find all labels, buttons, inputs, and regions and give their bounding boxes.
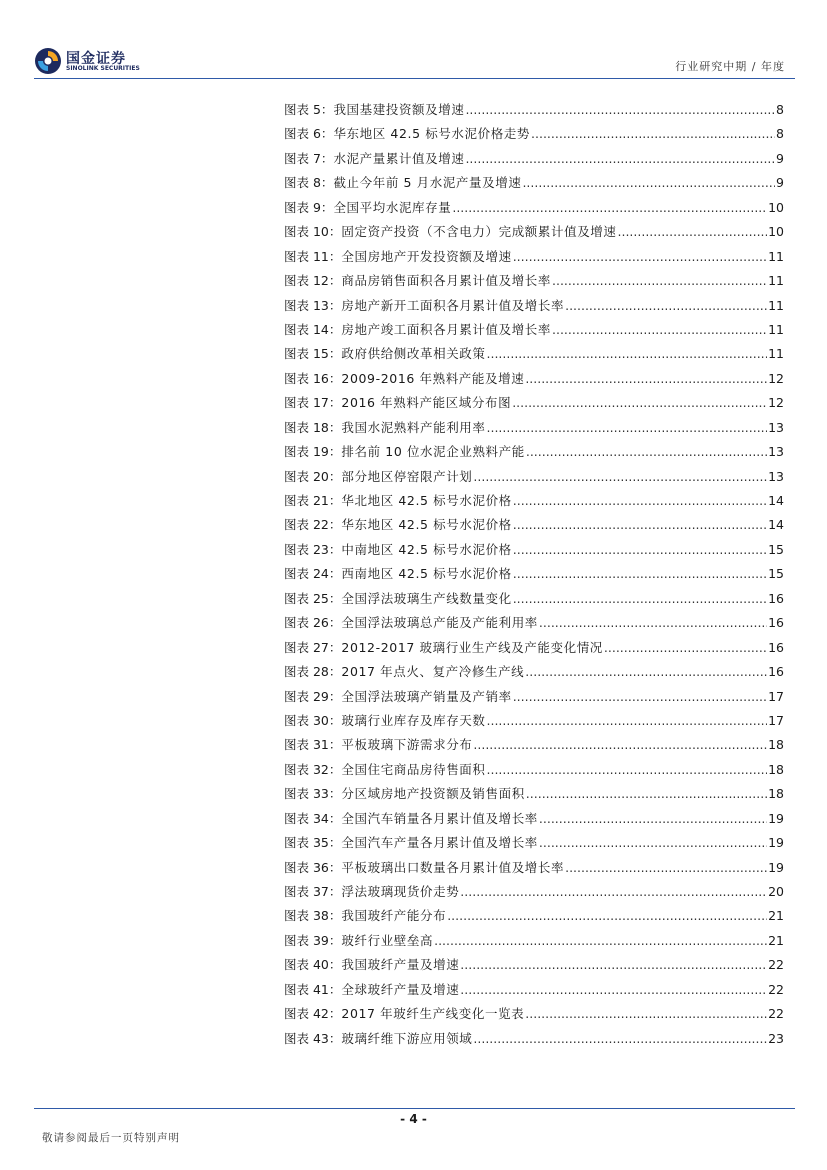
toc-entry-label: 图表 11： [284,248,342,264]
toc-entry-label: 图表 19： [284,444,342,460]
logo-chinese-name: 国金证券 [66,51,126,67]
toc-entry-label: 图表 17： [284,395,342,411]
toc-dot-leader [539,807,767,831]
toc-entry-label: 图表 9： [284,199,334,215]
toc-entry-title: 玻璃纤维下游应用领域 [341,1030,473,1046]
toc-dot-leader [526,440,767,464]
toc-entry-page: 12 [768,370,784,386]
toc-entry-label: 图表 42： [284,1006,342,1022]
toc-entry-page: 20 [768,884,784,899]
toc-entry[interactable] [284,929,784,953]
toc-entry[interactable] [284,367,784,391]
toc-entry[interactable] [284,147,784,171]
toc-dot-leader [513,245,767,269]
toc-entry-label: 图表 6： [284,126,334,142]
footer-divider [34,1108,795,1109]
toc-entry-label: 图表 41： [284,981,342,997]
toc-entry-label: 图表 18： [284,419,342,435]
toc-entry-page: 17 [768,712,784,728]
toc-entry[interactable] [284,709,784,733]
toc-entry[interactable] [284,196,784,220]
toc-entry-title: 全球玻纤产量及增速 [341,981,460,997]
toc-dot-leader [565,294,767,318]
toc-dot-leader [434,929,767,953]
toc-entry-title: 全国汽车产量各月累计值及增长率 [341,835,538,851]
toc-entry-page: 19 [768,835,784,851]
toc-dot-leader [513,513,767,537]
toc-entry-title: 华东地区 42.5 标号水泥价格走势 [333,126,531,142]
toc-entry-label: 图表 15： [284,346,342,362]
toc-entry-title: 房地产竣工面积各月累计值及增长率 [341,321,551,337]
toc-entry-title: 分区域房地产投资额及销售面积 [341,786,525,802]
toc-entry-label: 图表 20： [284,468,342,484]
toc-entry-page: 17 [768,688,784,704]
toc-entry-label: 图表 38： [284,908,342,924]
toc-entry-title: 排名前 10 位水泥企业熟料产能 [341,444,525,460]
toc-entry-page: 11 [768,321,784,337]
toc-entry[interactable] [284,220,784,244]
toc-dot-leader [460,978,767,1002]
toc-entry-page: 9 [776,175,784,191]
toc-entry[interactable] [284,1027,784,1051]
toc-entry[interactable] [284,685,784,709]
toc-entry-label: 图表 32： [284,761,342,777]
toc-entry-label: 图表 7： [284,150,334,166]
figure-index [284,98,784,1051]
toc-entry-page: 18 [768,786,784,802]
toc-entry-page: 11 [768,273,784,289]
toc-entry-title: 截止今年前 5 月水泥产量及增速 [333,175,522,191]
toc-dot-leader [513,562,767,586]
toc-entry-label: 图表 24： [284,566,342,582]
toc-entry[interactable] [284,636,784,660]
toc-dot-leader [531,122,775,146]
toc-entry[interactable] [284,245,784,269]
toc-entry-title: 全国汽车销量各月累计值及增长率 [341,810,538,826]
toc-entry-title: 我国基建投资额及增速 [333,102,465,117]
toc-entry[interactable] [284,782,784,806]
toc-entry-page: 16 [768,664,784,680]
toc-entry-label: 图表 16： [284,370,342,386]
toc-entry-title: 全国浮法玻璃生产线数量变化 [341,590,512,606]
toc-entry-title: 平板玻璃出口数量各月累计值及增长率 [341,859,565,875]
toc-dot-leader [513,587,767,611]
toc-entry-title: 全国浮法玻璃总产能及产能利用率 [341,615,538,631]
toc-dot-leader [539,611,767,635]
toc-entry[interactable] [284,562,784,586]
toc-entry[interactable] [284,831,784,855]
toc-entry-page: 15 [768,566,784,582]
toc-entry-title: 商品房销售面积各月累计值及增长率 [341,273,551,289]
toc-entry-label: 图表 27： [284,639,342,655]
toc-entry-label: 图表 12： [284,273,342,289]
report-type: 行业研究中期 / 年度 [675,60,785,73]
toc-entry-page: 13 [768,419,784,435]
toc-entry-title: 华北地区 42.5 标号水泥价格 [341,493,512,508]
toc-entry-label: 图表 35： [284,835,342,851]
toc-entry-page: 8 [776,102,784,117]
toc-entry-label: 图表 28： [284,664,342,680]
toc-dot-leader [513,538,767,562]
toc-entry-label: 图表 39： [284,932,342,948]
toc-entry-page: 15 [768,541,784,557]
toc-entry-page: 19 [768,859,784,875]
toc-dot-leader [512,391,767,415]
company-logo [34,47,164,79]
toc-entry-page: 11 [768,346,784,362]
toc-entry[interactable] [284,294,784,318]
toc-entry-title: 玻璃行业库存及库存天数 [341,712,486,728]
toc-entry[interactable] [284,733,784,757]
toc-entry-title: 2009-2016 年熟料产能及增速 [341,370,525,386]
toc-entry[interactable] [284,440,784,464]
toc-entry-page: 8 [776,126,784,142]
toc-dot-leader [565,856,767,880]
toc-entry-page: 16 [768,615,784,631]
toc-dot-leader [447,904,767,928]
toc-dot-leader [513,685,767,709]
toc-dot-leader [552,269,767,293]
toc-entry-label: 图表 10： [284,224,342,240]
toc-entry-title: 我国玻纤产量及增速 [341,957,460,973]
toc-entry-label: 图表 25： [284,590,342,606]
toc-entry[interactable] [284,587,784,611]
toc-dot-leader [526,782,767,806]
page-header [0,0,827,80]
toc-entry-title: 全国房地产开发投资额及增速 [341,248,512,264]
toc-entry[interactable] [284,904,784,928]
toc-entry-label: 图表 14： [284,321,342,337]
toc-entry-label: 图表 33： [284,786,342,802]
toc-dot-leader [522,171,775,195]
toc-entry-label: 图表 8： [284,175,334,191]
toc-entry-title: 中南地区 42.5 标号水泥价格 [341,541,512,557]
toc-entry[interactable] [284,98,784,122]
toc-dot-leader [465,98,775,122]
toc-entry-title: 西南地区 42.5 标号水泥价格 [341,566,512,582]
toc-entry-page: 13 [768,468,784,484]
toc-entry-title: 玻纤行业壁垒高 [341,932,434,948]
toc-entry-page: 19 [768,810,784,826]
toc-dot-leader [525,660,767,684]
toc-entry-title: 华东地区 42.5 标号水泥价格 [341,517,512,533]
toc-entry[interactable] [284,807,784,831]
toc-entry-title: 平板玻璃下游需求分布 [341,737,473,753]
toc-entry-title: 2017 年玻纤生产线变化一览表 [341,1006,525,1022]
toc-entry[interactable] [284,318,784,342]
toc-dot-leader [473,465,767,489]
toc-entry-page: 9 [776,150,784,166]
toc-entry[interactable] [284,660,784,684]
toc-entry-title: 全国浮法玻璃产销量及产销率 [341,688,512,704]
logo-mark-icon [34,47,62,75]
toc-dot-leader [487,758,768,782]
toc-entry-label: 图表 5： [284,102,334,117]
toc-dot-leader [513,489,767,513]
toc-entry-label: 图表 34： [284,810,342,826]
toc-entry[interactable] [284,856,784,880]
toc-entry-page: 22 [768,957,784,973]
toc-entry[interactable] [284,953,784,977]
page-number: - 4 - [400,1112,427,1126]
toc-entry-page: 23 [768,1030,784,1046]
toc-dot-leader [487,416,768,440]
toc-entry-label: 图表 29： [284,688,342,704]
toc-entry[interactable] [284,513,784,537]
toc-entry-page: 13 [768,444,784,460]
toc-entry-label: 图表 36： [284,859,342,875]
toc-entry-label: 图表 30： [284,712,342,728]
toc-entry[interactable] [284,122,784,146]
toc-dot-leader [618,220,768,244]
toc-entry-page: 22 [768,981,784,997]
toc-dot-leader [487,709,768,733]
toc-entry-label: 图表 23： [284,541,342,557]
toc-entry-label: 图表 13： [284,297,342,313]
toc-dot-leader [465,147,775,171]
toc-entry-title: 我国水泥熟料产能利用率 [341,419,486,435]
toc-dot-leader [473,1027,767,1051]
toc-entry-label: 图表 26： [284,615,342,631]
toc-entry-label: 图表 21： [284,493,342,508]
toc-dot-leader [487,342,768,366]
toc-entry-page: 18 [768,761,784,777]
toc-entry-page: 14 [768,493,784,508]
toc-entry[interactable] [284,342,784,366]
toc-entry-title: 固定资产投资（不含电力）完成额累计值及增速 [341,224,617,240]
toc-entry-label: 图表 40： [284,957,342,973]
toc-dot-leader [460,953,767,977]
toc-entry[interactable] [284,538,784,562]
toc-dot-leader [525,367,767,391]
toc-entry-title: 水泥产量累计值及增速 [333,150,465,166]
toc-dot-leader [452,196,767,220]
toc-entry-label: 图表 31： [284,737,342,753]
toc-entry-page: 16 [768,590,784,606]
toc-entry[interactable] [284,171,784,195]
toc-entry-title: 政府供给侧改革相关政策 [341,346,486,362]
toc-entry[interactable] [284,391,784,415]
toc-entry-page: 14 [768,517,784,533]
toc-dot-leader [460,880,767,904]
logo-english-name: SINOLINK SECURITIES [66,65,140,72]
toc-entry[interactable] [284,611,784,635]
toc-entry[interactable] [284,465,784,489]
toc-entry-page: 12 [768,395,784,411]
toc-entry[interactable] [284,758,784,782]
toc-entry[interactable] [284,269,784,293]
toc-entry-label: 图表 37： [284,884,342,899]
toc-entry-label: 图表 43： [284,1030,342,1046]
toc-entry-page: 11 [768,297,784,313]
header-divider [34,78,795,79]
toc-entry-title: 2017 年点火、复产冷修生产线 [341,664,525,680]
toc-entry-label: 图表 22： [284,517,342,533]
toc-entry-page: 18 [768,737,784,753]
toc-entry-title: 浮法玻璃现货价走势 [341,884,460,899]
toc-entry-title: 全国平均水泥库存量 [333,199,452,215]
toc-entry-title: 2016 年熟料产能区域分布图 [341,395,512,411]
disclaimer-text: 敬请参阅最后一页特别声明 [42,1132,180,1144]
toc-entry-page: 11 [768,248,784,264]
toc-dot-leader [539,831,767,855]
toc-dot-leader [552,318,767,342]
toc-entry-page: 10 [768,199,784,215]
toc-entry-page: 21 [768,908,784,924]
toc-dot-leader [525,1002,767,1026]
toc-entry[interactable] [284,1002,784,1026]
toc-entry-title: 部分地区停窑限产计划 [341,468,473,484]
toc-entry[interactable] [284,978,784,1002]
toc-entry-page: 10 [768,224,784,240]
toc-entry-title: 全国住宅商品房待售面积 [341,761,486,777]
toc-entry-page: 16 [768,639,784,655]
toc-dot-leader [473,733,767,757]
toc-entry-page: 22 [768,1006,784,1022]
toc-dot-leader [604,636,767,660]
toc-entry[interactable] [284,416,784,440]
toc-entry-title: 我国玻纤产能分布 [341,908,447,924]
toc-entry-title: 房地产新开工面积各月累计值及增长率 [341,297,565,313]
toc-entry-title: 2012-2017 玻璃行业生产线及产能变化情况 [341,639,603,655]
toc-entry[interactable] [284,880,784,904]
toc-entry[interactable] [284,489,784,513]
toc-entry-page: 21 [768,932,784,948]
